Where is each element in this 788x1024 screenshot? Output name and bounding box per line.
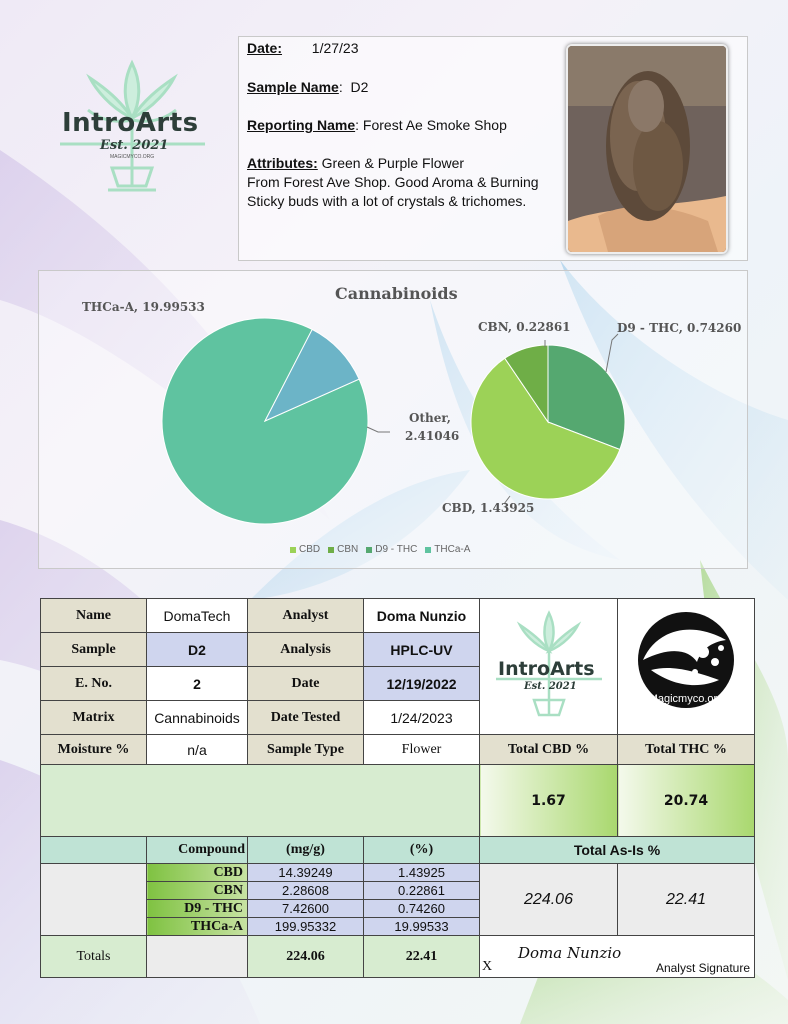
chart-title: Cannabinoids xyxy=(335,284,458,303)
signature-label: Analyst Signature xyxy=(655,961,750,975)
compound-mg: 2.28608 xyxy=(248,882,364,900)
logo-est: Est. 2021 xyxy=(100,138,169,153)
compound-pct: 0.22861 xyxy=(364,882,480,900)
signature-x: X xyxy=(482,959,493,974)
date-tested-label: Date Tested xyxy=(248,701,364,735)
label-cbn: CBN, 0.22861 xyxy=(478,320,571,334)
svg-text:Magicmyco.org: Magicmyco.org xyxy=(648,693,724,705)
analysis-label: Analysis xyxy=(248,633,364,667)
logo-cell xyxy=(480,599,618,735)
compound-pct: 0.74260 xyxy=(364,900,480,918)
lab-logo-cell xyxy=(618,599,755,735)
compound-name: D9 - THC xyxy=(147,900,248,918)
legend-item-cbn: CBN xyxy=(328,544,358,555)
svg-text:IntroArts: IntroArts xyxy=(497,658,595,680)
date-label: Date: xyxy=(247,40,283,56)
legend-item-d9thc: D9 - THC xyxy=(366,544,417,555)
sample-name-value: D2 xyxy=(350,79,369,95)
moisture-label: Moisture % xyxy=(41,735,147,765)
legend-item-cbd: CBD xyxy=(290,544,320,555)
total-thc-label: Total THC % xyxy=(618,735,755,765)
total-asis-header: Total As-Is % xyxy=(480,837,755,864)
results-table xyxy=(40,598,755,978)
analyst-signature: Doma Nunzio xyxy=(518,944,622,962)
name-label: Name xyxy=(41,599,147,633)
compound-name: CBN xyxy=(147,882,248,900)
sample-type-value: Flower xyxy=(364,735,480,765)
compound-mg: 7.42600 xyxy=(248,900,364,918)
moisture-value: n/a xyxy=(147,735,248,765)
label-d9thc: D9 - THC, 0.74260 xyxy=(617,321,742,335)
sample-type-label: Sample Type xyxy=(248,735,364,765)
total-cbd-label: Total CBD % xyxy=(480,735,618,765)
spacer-cell xyxy=(41,765,480,837)
matrix-value: Cannabinoids xyxy=(147,701,248,735)
attributes-line1: Green & Purple Flower xyxy=(321,155,465,171)
chart-legend xyxy=(290,544,470,555)
total-cbd-value: 1.67 xyxy=(480,765,618,837)
analysis-value: HPLC-UV xyxy=(364,633,480,667)
date-label-cell: Date xyxy=(248,667,364,701)
label-other-value: 2.41046 xyxy=(405,429,460,443)
compound-pct: 1.43925 xyxy=(364,864,480,882)
eno-value: 2 xyxy=(147,667,248,701)
logo-url: MAGICMYCO.ORG xyxy=(110,154,155,160)
compound-mg: 199.95332 xyxy=(248,918,364,936)
sample-name-line: Sample Name: D2 xyxy=(247,79,369,95)
legend-item-thca: THCa-A xyxy=(425,544,470,555)
sample-name-label: Sample Name xyxy=(247,79,339,95)
compound-name: CBD xyxy=(147,864,248,882)
leader-line-other xyxy=(367,427,390,432)
label-cbd: CBD, 1.43925 xyxy=(442,501,535,515)
signature-cell xyxy=(480,936,755,978)
pie-chart-main xyxy=(162,318,368,524)
reporting-name-value: Forest Ae Smoke Shop xyxy=(362,117,507,133)
compound-header: Compound xyxy=(147,837,248,864)
totals-mg: 224.06 xyxy=(248,936,364,978)
compound-blank-2 xyxy=(41,864,147,936)
attributes-line3: Sticky buds with a lot of crystals & trichomes. xyxy=(247,193,527,209)
totals-label: Totals xyxy=(41,936,147,978)
total-thc-value: 20.74 xyxy=(618,765,755,837)
total-asis-value-1: 224.06 xyxy=(480,864,618,936)
introarts-logo-icon xyxy=(484,605,614,725)
compound-mg: 14.39249 xyxy=(248,864,364,882)
mg-header: (mg/g) xyxy=(248,837,364,864)
sample-value: D2 xyxy=(147,633,248,667)
total-asis-value-2: 22.41 xyxy=(618,864,755,936)
pct-header: (%) xyxy=(364,837,480,864)
date-value-cell: 12/19/2022 xyxy=(364,667,480,701)
eno-label: E. No. xyxy=(41,667,147,701)
reporting-name-label: Reporting Name xyxy=(247,117,356,133)
totals-blank xyxy=(147,936,248,978)
totals-pct: 22.41 xyxy=(364,936,480,978)
logo-wordmark: IntroArts xyxy=(62,108,199,138)
date-tested-value: 1/24/2023 xyxy=(364,701,480,735)
matrix-label: Matrix xyxy=(41,701,147,735)
date-value: 1/27/23 xyxy=(311,40,359,56)
name-value: DomaTech xyxy=(147,599,248,633)
svg-text:Est. 2021: Est. 2021 xyxy=(523,681,577,692)
analyst-value: Doma Nunzio xyxy=(364,599,480,633)
sample-label: Sample xyxy=(41,633,147,667)
analyst-label: Analyst xyxy=(248,599,364,633)
label-other: Other, xyxy=(409,411,451,425)
attributes-label: Attributes: xyxy=(247,155,318,171)
label-thca: THCa-A, 19.99533 xyxy=(82,300,205,314)
magicmyco-logo-icon xyxy=(631,610,741,720)
reporting-name-line: Reporting Name: Forest Ae Smoke Shop xyxy=(247,117,507,133)
leader-line-d9thc xyxy=(606,334,618,372)
attributes-line2: From Forest Ave Shop. Good Aroma & Burning xyxy=(247,174,539,190)
compound-name: THCa-A xyxy=(147,918,248,936)
pie-chart-minor xyxy=(471,345,625,499)
compound-pct: 19.99533 xyxy=(364,918,480,936)
compound-blank xyxy=(41,837,147,864)
